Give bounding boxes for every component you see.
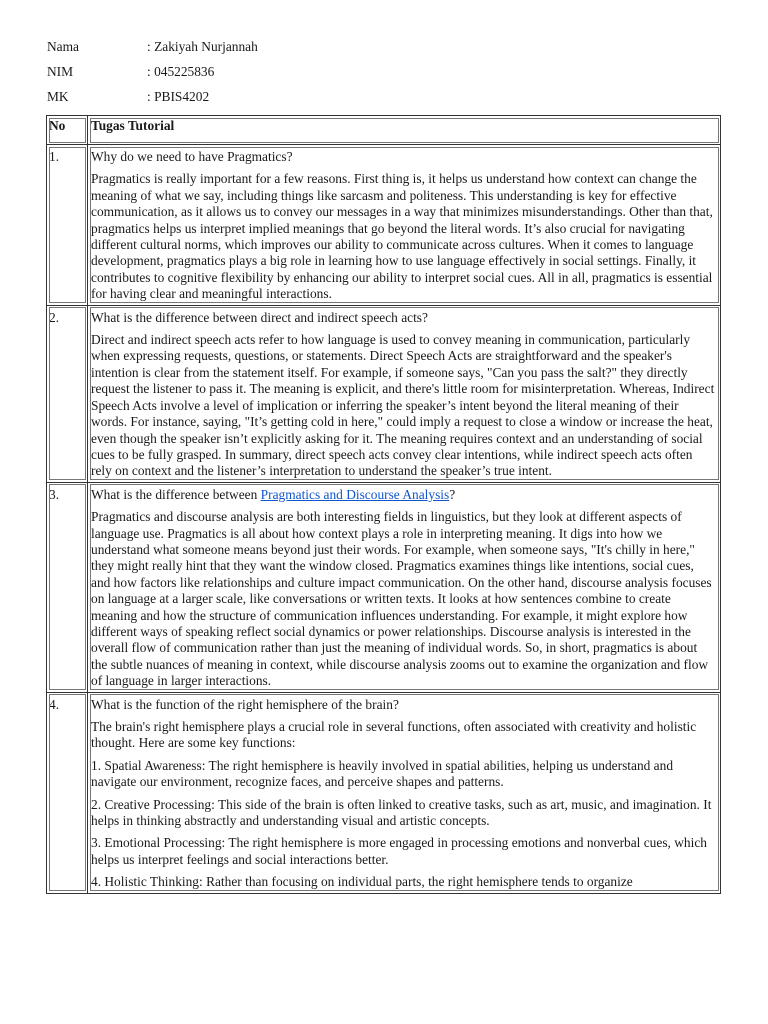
question-prefix: What is the difference between [91, 486, 261, 502]
header-label: NIM [47, 64, 74, 79]
header-value: : Zakiyah Nurjannah [147, 39, 258, 54]
tutorial-table [46, 115, 721, 894]
answer-paragraph: 3. Emotional Processing: The right hemisphere is more engaged in processing emotions and nonverbal cues, which helps us interpret feelings and social interactions better. [91, 835, 707, 867]
row-number: 2. [47, 305, 88, 482]
column-header-task: Tugas Tutorial [88, 116, 721, 145]
question-text: Why do we need to have Pragmatics? [91, 149, 293, 164]
row-content [88, 482, 721, 692]
pragmatics-discourse-link[interactable]: Pragmatics and Discourse Analysis [260, 486, 450, 502]
table-row [47, 305, 721, 482]
row-content [88, 692, 721, 893]
row-number: 3. [47, 482, 88, 692]
answer-paragraph: Pragmatics and discourse analysis are both interesting fields in linguistics, but they look at different aspects of language use. Pragmatics is all about how context plays a role in interpreting meaning. It digs into how we understand what someone means beyond just their words. For example, when someone says, "It's chilly in here," they might really hint that they want the window closed. Pragmatics examines things like intentions, social cues, and how factors like relationships and culture impact communication. On the other hand, discourse analysis focuses on language at a larger scale, like conversations or written texts. It looks at how sentences combine to create meaning and how the structure of communication influences understanding. For example, it might explore how different ways of speaking reflect social dynamics or power relationships. Discourse analysis is interested in the overall flow of communication rather than just the meaning of individual words. So, in short, pragmatics is about the subtle nuances of meaning in context, while discourse analysis zooms out to examine the organization and flow of language in larger interactions. [91, 509, 712, 689]
answer-paragraph: Direct and indirect speech acts refer to how language is used to convey meaning in communication, particularly when expressing requests, questions, or statements. Direct Speech Acts are straightforward and the speaker's intention is clear from the statement itself. For example, if someone says, "Can you pass the salt?" they directly request the listener to pass it. The meaning is explicit, and there's little room for misinterpretation. Whereas, Indirect Speech Acts involve a level of implication or inferring the speaker’s intent beyond the literal meaning of their words. For instance, saying, "It’s getting cold in here," could imply a request to close a window or increase the heat, even though the speaker isn’t explicitly asking for it. The meaning requires context and an understanding of social cues to be fully grasped. In summary, direct speech acts convey clear intentions, while indirect speech acts often rely on context and the listener’s interpretation to understand the speaker’s true intent. [91, 332, 715, 479]
answer-paragraph: Pragmatics is really important for a few reasons. First thing is, it helps us understand how context can change the meaning of what we say, including things like sarcasm and politeness. This understanding is key for effective communication, as it allows us to convey our messages in a way that minimizes misunderstandings. Other than that, pragmatics helps us interpret implied meanings that go beyond the literal words. It’s also crucial for navigating different cultural norms, which improves our ability to communicate across cultures. When it comes to language development, pragmatics plays a big role in learning how to use language effectively in social settings. Finally, it contributes to cognitive flexibility by enhancing our ability to interpret social cues. All in all, pragmatics is essential for having clear and meaningful interactions. [91, 171, 713, 302]
header-value: : PBIS4202 [147, 89, 210, 104]
question-text [91, 487, 716, 503]
answer-paragraph: The brain's right hemisphere plays a crucial role in several functions, often associated with creativity and holistic thought. Here are some key functions: [91, 719, 697, 751]
table-row [47, 145, 721, 306]
question-text: What is the function of the right hemisphere of the brain? [91, 696, 399, 712]
question-suffix: ? [449, 486, 456, 502]
table-row [47, 692, 721, 893]
header-label: Nama [47, 39, 79, 54]
table-row [47, 482, 721, 692]
header-value: : 045225836 [147, 64, 215, 79]
row-content [88, 145, 721, 306]
column-header-no: No [47, 116, 88, 145]
row-number: 1. [47, 145, 88, 306]
header-line-nama [47, 39, 258, 55]
row-number: 4. [47, 692, 88, 893]
question-text: What is the difference between direct and indirect speech acts? [91, 309, 428, 325]
header-line-nim [47, 64, 214, 80]
row-content [88, 305, 721, 482]
answer-paragraph: 2. Creative Processing: This side of the brain is often linked to creative tasks, such as art, music, and imagination. It helps in thinking abstractly and understanding visual and artistic concepts. [91, 796, 712, 829]
header-label: MK [47, 89, 69, 104]
answer-paragraph: 1. Spatial Awareness: The right hemisphere is heavily involved in spatial abilities, helping us understand and navigate our environment, recognize faces, and perceive shapes and patterns. [91, 757, 674, 790]
answer-paragraph: 4. Holistic Thinking: Rather than focusing on individual parts, the right hemisphere tends to organize [91, 874, 633, 890]
table-header-row [47, 116, 721, 145]
header-line-mk [47, 89, 209, 105]
